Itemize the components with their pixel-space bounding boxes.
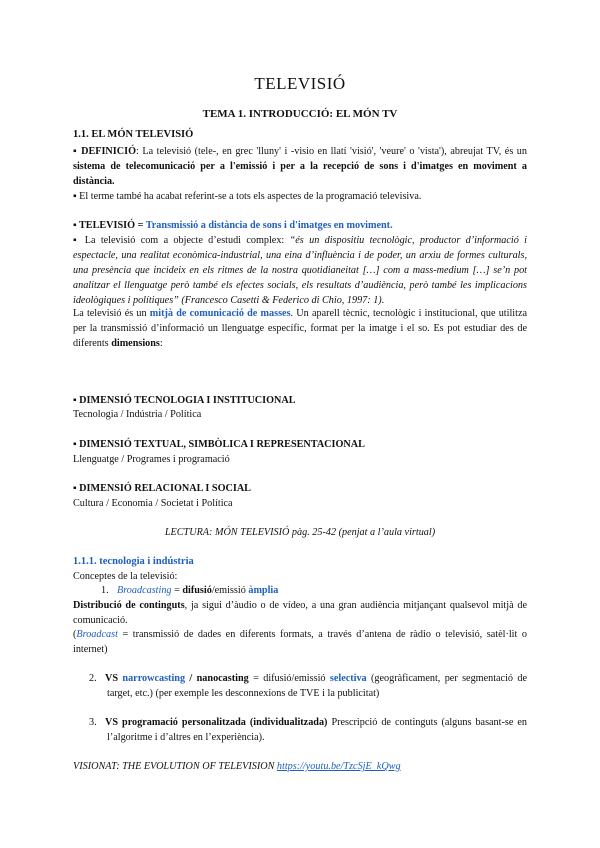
difusio-term: difusió xyxy=(182,585,212,596)
mass-media-paragraph xyxy=(73,306,527,351)
broadcast-paragraph xyxy=(73,627,527,657)
distribution-paragraph xyxy=(73,598,527,628)
distribution-term: Distribució de continguts xyxy=(73,600,185,611)
dimension-3-title: ▪ DIMENSIÓ RELACIONAL I SOCIAL xyxy=(73,483,251,494)
emissio-text: /emissió xyxy=(211,585,249,596)
media-text-c: . Un aparell tècnic, tecnològic i institucional, que utilitza per la transmissió d’informació un llenguatge específic, format per la imatge i el so. Es pot estudiar des de diferents xyxy=(73,308,527,349)
media-text-a: La televisió és un xyxy=(73,308,150,319)
equals-sign: = xyxy=(171,585,183,596)
study-lead: ▪ La televisió com a objecte d’estudi complex: xyxy=(73,235,290,246)
study-paragraph xyxy=(73,233,527,308)
broadcast-open-paren: ( xyxy=(73,629,77,640)
study-quote: “és un dispositiu tecnològic, productor d’informació i espectacle, una realitat econòmica-industrial, una eina d’influència i de poder, un arxiu de formes culturals, una presència que incideix en els ritmes de la nostra quotidianeitat […] com a mass-medium […] se’n pot analitzar el llenguatge però també els efectes socials, els resultats d’audiència, però també les implicacions ideològiques i polítiques” (Francesco Casetti & Federico di Chio, 1997: 1). xyxy=(73,235,527,306)
vs-label: VS xyxy=(105,673,123,684)
dimension-1-items: Tecnologia / Indústria / Política xyxy=(73,409,202,420)
narrowcasting-term: narrowcasting xyxy=(122,673,186,684)
list-number-1: 1. xyxy=(101,585,109,596)
broadcast-term: Broadcast xyxy=(76,629,118,640)
tv-definition: Transmissió a distància de sons i d'imatges en moviment. xyxy=(145,220,393,231)
list-item-2-mid: = difusió/emissió xyxy=(248,673,330,684)
broadcasting-term: Broadcasting xyxy=(117,585,172,596)
list-item-3-rest: Prescripció de continguts (alguns basant-se en l’algoritme i d’altres en l’experiència). xyxy=(107,717,528,743)
visionat-line xyxy=(73,759,527,774)
concepts-intro: Conceptes de la televisió: xyxy=(73,571,178,582)
list-item-1 xyxy=(73,583,527,598)
amplia-term: àmplia xyxy=(248,585,279,596)
dimension-1-title: ▪ DIMENSIÓ TECNOLOGIA I INSTITUCIONAL xyxy=(73,395,296,406)
definition-label: DEFINICIÓ xyxy=(81,146,137,157)
dimensions-term: dimensions xyxy=(111,338,160,349)
visionat-label: VISIONAT: THE EVOLUTION OF TELEVISION xyxy=(73,761,277,772)
list-item-3 xyxy=(73,715,527,745)
bullet-marker: ▪ xyxy=(73,146,82,157)
list-item-2-rest: (geogràficament, per segmentació de target, etc.) (per exemple les desconnexions de TVE i la publicitat) xyxy=(107,673,527,699)
topic-subtitle: TEMA 1. INTRODUCCIÓ: EL MÓN TV xyxy=(202,108,398,120)
media-text-e: : xyxy=(159,338,163,349)
section-heading-1-1: 1.1. EL MÓN TELEVISIÓ xyxy=(73,129,194,140)
dimension-2-title: ▪ DIMENSIÓ TEXTUAL, SIMBÒLICA I REPRESENTACIONAL xyxy=(73,439,365,450)
dimension-2-items: Llenguatge / Programes i programació xyxy=(73,454,230,465)
reading-note: LECTURA: MÓN TELEVISIÓ pàg. 25-42 (penjat a l’aula virtual) xyxy=(164,527,436,538)
list-number-2: 2. xyxy=(89,673,97,684)
personalized-programming-term: VS programació personalitzada (individualitzada) xyxy=(105,717,328,728)
definition-text: : La televisió (tele-, en grec 'lluny' i -visio en llatí 'visió', 'veure' o 'vista'), abreujat TV, és un xyxy=(136,146,527,157)
slash-separator: / xyxy=(185,673,197,684)
nanocasting-term: nanocasting xyxy=(196,673,249,684)
mass-media-term: mitjà de comunicació de masses xyxy=(149,308,291,319)
dimension-3-items: Cultura / Economia / Societat i Política xyxy=(73,498,233,509)
tv-label: ▪ TELEVISIÓ = xyxy=(73,220,146,231)
section-heading-1-1-1: 1.1.1. tecnologia i indústria xyxy=(73,556,194,567)
tv-definition-line xyxy=(73,218,527,233)
distribution-text: , ja sigui d’àudio o de vídeo, a una gran audiència mitjançant qualsevol mitjà de comunicació. xyxy=(73,600,527,626)
document-title: TELEVISIÓ xyxy=(254,74,346,93)
selectiva-term: selectiva xyxy=(329,673,367,684)
term-note: ▪ El terme també ha acabat referint-se a tots els aspectes de la programació televisiva. xyxy=(73,191,422,202)
definition-bold-text: sistema de telecomunicació per a l'emissió i per a la recepció de sons i d'imatges en moviment a distància. xyxy=(73,161,527,187)
list-number-3: 3. xyxy=(89,717,97,728)
youtube-link[interactable]: https://youtu.be/TzcSjE_kQwg xyxy=(276,761,401,772)
list-item-2 xyxy=(73,671,527,701)
broadcast-text: = transmissió de dades en diferents formats, a través d’antena de ràdio o televisió, satèl·lit o internet) xyxy=(73,629,527,655)
definition-paragraph xyxy=(73,144,527,189)
